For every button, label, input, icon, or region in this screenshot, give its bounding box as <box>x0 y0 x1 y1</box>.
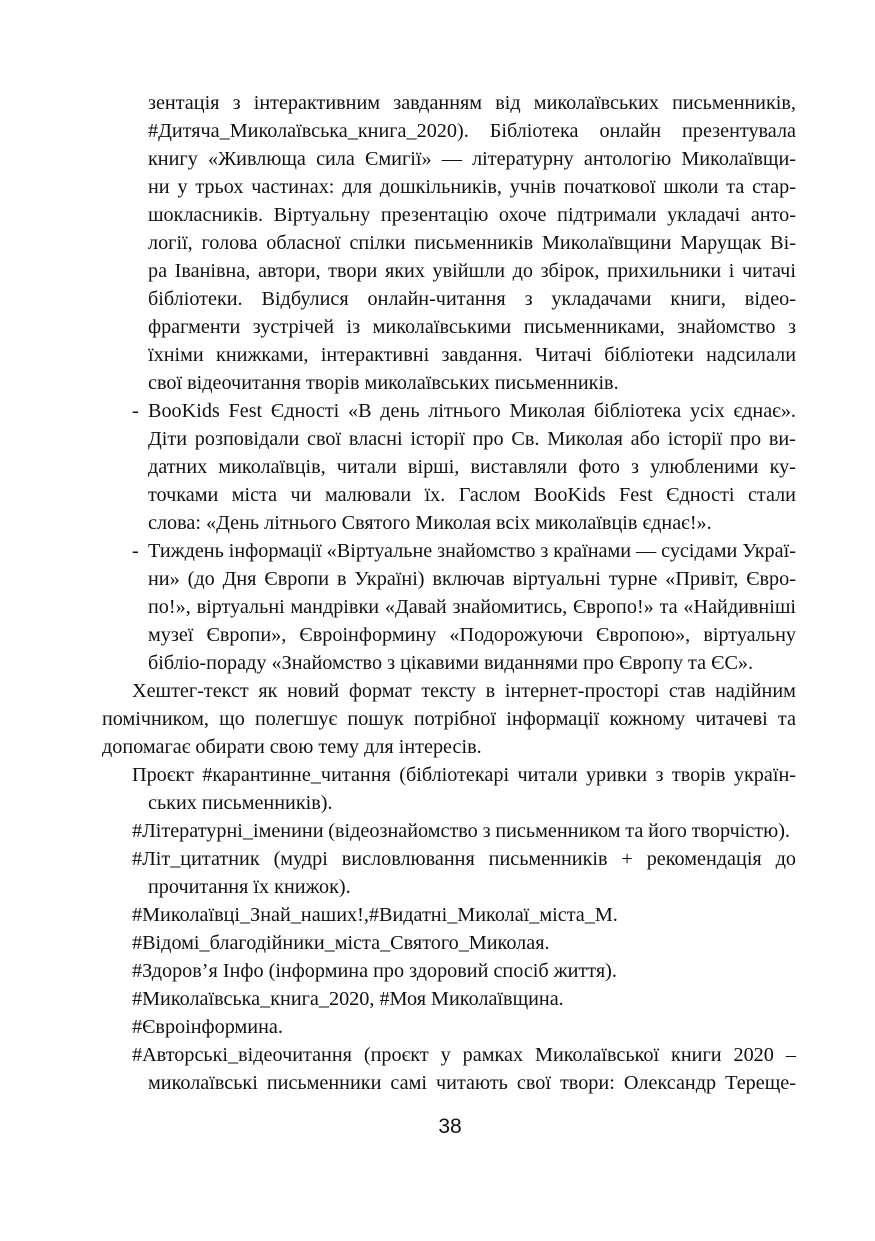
text-line <box>148 621 796 649</box>
word: Св. <box>511 428 540 450</box>
word: з <box>482 820 491 842</box>
word: Миколаївщи- <box>681 148 796 170</box>
word: став <box>668 680 706 702</box>
word: чи <box>290 484 312 506</box>
word: миколаївських <box>533 92 659 114</box>
word: та <box>726 176 745 198</box>
word: надсилали <box>706 344 796 366</box>
word: Читачі <box>534 344 592 366</box>
word: фото <box>578 456 620 478</box>
word: Єдності <box>666 484 735 506</box>
word: з <box>540 540 549 562</box>
word: #Літературні_іменини <box>132 820 324 842</box>
word: інтерактивні <box>320 344 430 366</box>
word: ни» <box>148 568 180 590</box>
text-line: #Євроінформина. <box>132 1016 283 1038</box>
word: по!», <box>148 596 191 618</box>
word: знайомство <box>437 540 536 562</box>
word: трьох <box>195 176 244 198</box>
word: день <box>380 400 420 422</box>
word: увійшли <box>432 260 506 282</box>
word: підтримали <box>557 204 657 226</box>
word: точками <box>148 484 219 506</box>
word: їх. <box>424 484 446 506</box>
word: частинах: <box>251 176 335 198</box>
word: з <box>787 316 796 338</box>
word: письменників <box>488 848 608 870</box>
text-line <box>132 817 790 845</box>
text-line: #Миколаївці_Знай_наших!,#Видатні_Миколаї_міста_М. <box>132 904 618 926</box>
word: з <box>631 456 640 478</box>
word: для <box>342 176 372 198</box>
word: письменниками, <box>523 316 665 338</box>
word: включав <box>432 568 505 590</box>
word: свої <box>516 1072 551 1094</box>
text-line <box>148 565 796 593</box>
word: полегшує <box>254 708 338 730</box>
word: бібліотеки <box>604 344 694 366</box>
word: Європи», <box>206 624 287 646</box>
word: потрібної <box>413 708 497 730</box>
word: з <box>232 92 241 114</box>
word: що <box>219 708 245 730</box>
word: формат <box>348 680 412 702</box>
word: завданням <box>393 92 483 114</box>
word: виставляли <box>470 456 568 478</box>
word: стали <box>747 484 796 506</box>
word: віртуальні <box>196 596 285 618</box>
word: #Авторські_відеочитання <box>132 1044 352 1066</box>
word: Марущак <box>680 232 762 254</box>
word: Хештег-текст <box>132 680 249 702</box>
word: Євро- <box>746 568 796 590</box>
word: голова <box>201 232 258 254</box>
word: онлайн-читання <box>367 288 506 310</box>
word: ни <box>148 176 170 198</box>
word: музеї <box>148 624 194 646</box>
word: кожному <box>609 708 686 730</box>
word: з <box>524 288 533 310</box>
word: «Подорожуючи <box>449 624 583 646</box>
word: бібліотека <box>593 400 682 422</box>
word: дошкільників, <box>379 176 502 198</box>
word: Європою», <box>596 624 691 646</box>
word: Миколая <box>547 428 623 450</box>
text-line <box>148 313 796 341</box>
word: — <box>441 148 462 170</box>
text-line <box>102 705 796 733</box>
text-line: #Здоров’я Інфо (інформина про здоровий спосіб життя). <box>132 960 617 982</box>
word: мандрівки <box>290 596 380 618</box>
text-line <box>148 257 796 285</box>
word: презентувала <box>682 120 796 142</box>
word: Діти <box>148 428 188 450</box>
word: (до <box>187 568 215 590</box>
word: «Віртуальне <box>326 540 433 562</box>
word: миколаївськими <box>372 316 512 338</box>
word: Ві- <box>770 232 796 254</box>
word: читачеві <box>695 708 768 730</box>
text-line <box>148 425 796 453</box>
word: письменником <box>495 820 621 842</box>
word: і <box>728 260 735 282</box>
word: «Давай <box>384 596 447 618</box>
text-line <box>132 1041 796 1069</box>
text-line: допомагає обирати свою тему для інтересів. <box>102 736 482 758</box>
word: рамках <box>462 1044 524 1066</box>
word: учнів <box>509 176 556 198</box>
word: інтернет-просторі <box>504 680 660 702</box>
text-line: #Миколаївська_книга_2020, #Моя Миколаївщина. <box>132 988 564 1010</box>
word: датних <box>148 456 208 478</box>
word: ви- <box>768 428 796 450</box>
list-bullet-dash: - <box>132 400 139 422</box>
word: Євроінформину <box>299 624 437 646</box>
text-line <box>148 537 796 565</box>
text-line <box>148 593 796 621</box>
word: віртуальні <box>512 568 601 590</box>
word: книгу <box>148 148 198 170</box>
word: читають <box>436 1072 508 1094</box>
word: літературну <box>472 148 574 170</box>
word: #Дитяча_Миколаївська_книга_2020). <box>148 120 469 142</box>
word: прихильники <box>607 260 722 282</box>
word: читали <box>336 456 397 478</box>
text-line: ських письменників). <box>148 792 333 814</box>
text-line <box>148 201 796 229</box>
text-line: слова: «День літнього Святого Миколая всіх миколаївців єднає!». <box>148 512 712 534</box>
text-line <box>148 453 796 481</box>
word: їхніми <box>148 344 204 366</box>
text-line <box>148 285 796 313</box>
word: Європи <box>264 568 330 590</box>
word: читали <box>517 764 578 786</box>
word: BooKids <box>148 400 220 422</box>
word: Віртуальну <box>273 204 371 226</box>
word: зустрічей <box>252 316 335 338</box>
text-line <box>148 173 796 201</box>
word: із <box>346 316 361 338</box>
word: улюбленими <box>650 456 759 478</box>
word: Терещe- <box>725 1072 796 1094</box>
text-line: прочитання їх книжок). <box>148 876 351 898</box>
word: школи <box>663 176 719 198</box>
word: збірок, <box>540 260 600 282</box>
word: Fest <box>619 484 653 506</box>
text-line <box>148 145 796 173</box>
word: свої <box>307 428 342 450</box>
word: Проєкт <box>132 764 194 786</box>
word: початкової <box>563 176 656 198</box>
word: самі <box>390 1072 427 1094</box>
word: ра <box>148 260 168 282</box>
word: його <box>648 820 687 842</box>
word: Єдності <box>270 400 340 422</box>
word: онлайн <box>599 120 662 142</box>
word: та <box>659 596 678 618</box>
word: відео- <box>744 288 796 310</box>
word: книжками, <box>216 344 309 366</box>
word: власні <box>348 428 403 450</box>
word: (бібліотекарі <box>399 764 510 786</box>
word: або <box>630 428 660 450</box>
word: історії <box>410 428 465 450</box>
word: знайомитись, <box>452 596 568 618</box>
text-line <box>148 341 796 369</box>
word: зентація <box>148 92 220 114</box>
text-line <box>148 481 796 509</box>
word: «Привіт, <box>665 568 739 590</box>
word: інтерактивним <box>253 92 381 114</box>
word: Дня <box>222 568 257 590</box>
word: надійним <box>715 680 796 702</box>
word: бібліотеки. <box>148 288 243 310</box>
word: інформації <box>228 540 322 562</box>
word: стар- <box>752 176 796 198</box>
word: як <box>258 680 278 702</box>
word: укладачами <box>551 288 652 310</box>
word: миколаївські <box>148 1072 258 1094</box>
word: яких <box>384 260 425 282</box>
word: (відеознайомство <box>328 820 478 842</box>
word: #карантинне_читання <box>202 764 391 786</box>
word: Миколаївщини <box>541 232 672 254</box>
word: Ємигії» <box>365 148 432 170</box>
word: спілки <box>349 232 406 254</box>
word: вірші, <box>407 456 460 478</box>
word: анто- <box>750 204 796 226</box>
word: інформації <box>506 708 600 730</box>
word: в <box>336 568 347 590</box>
word: малювали <box>324 484 412 506</box>
word: у <box>440 1044 451 1066</box>
text-line <box>132 761 796 789</box>
word: сила <box>316 148 355 170</box>
word: творів <box>671 764 726 786</box>
word: читачі <box>741 260 796 282</box>
word: «Живлюща <box>207 148 306 170</box>
word: сусідами <box>661 540 738 562</box>
word: охоче <box>498 204 547 226</box>
word: Бібліотека <box>489 120 579 142</box>
word: письменники <box>266 1072 382 1094</box>
word: миколаївців, <box>218 456 326 478</box>
word: обласної <box>266 232 341 254</box>
text-line <box>132 677 796 705</box>
word: книги, <box>670 288 726 310</box>
word: книги <box>671 1044 722 1066</box>
word: висловлювання <box>341 848 475 870</box>
word: та <box>777 708 796 730</box>
word: фрагменти <box>148 316 241 338</box>
word: «В <box>348 400 372 422</box>
word: Іванівна, <box>174 260 251 282</box>
word: літнього <box>428 400 501 422</box>
text-line: свої відеочитання творів миколаївських письменників. <box>148 372 619 394</box>
text-line <box>148 117 796 145</box>
word: та <box>625 820 644 842</box>
word: письменників, <box>672 92 796 114</box>
word: 2020 <box>733 1044 774 1066</box>
word: укладачі <box>667 204 741 226</box>
word: презентацію <box>380 204 489 226</box>
word: від <box>495 92 521 114</box>
word: новий <box>287 680 340 702</box>
word: про <box>730 428 762 450</box>
word: письменників <box>414 232 534 254</box>
word: рекомендація <box>646 848 762 870</box>
word: Олександр <box>623 1072 717 1094</box>
word: логії, <box>148 232 193 254</box>
text-line: бібліо-пораду «Знайомство з цікавими виданнями про Європу та ЄС». <box>148 652 754 674</box>
word: історії <box>667 428 723 450</box>
text-line <box>148 1069 796 1097</box>
word: (проєкт <box>363 1044 429 1066</box>
word: ку- <box>769 456 796 478</box>
word: #Літ_цитатник <box>132 848 260 870</box>
word: антологію <box>583 148 672 170</box>
text-line <box>148 397 796 425</box>
text-line: #Відомі_благодійники_міста_Святого_Миколая. <box>132 932 550 954</box>
word: країнами <box>553 540 632 562</box>
word: автори, <box>257 260 321 282</box>
word: Європо!» <box>573 596 654 618</box>
word: уривки <box>585 764 648 786</box>
word: пошук <box>347 708 404 730</box>
word: помічником, <box>102 708 209 730</box>
word: міста <box>231 484 278 506</box>
word: Миколаївської <box>535 1044 660 1066</box>
word: україн- <box>733 764 796 786</box>
word: твори: <box>559 1072 615 1094</box>
word: + <box>621 848 633 870</box>
word: Відбулися <box>261 288 349 310</box>
word: у <box>177 176 188 198</box>
word: Украї- <box>742 540 796 562</box>
word: віртуальну <box>703 624 796 646</box>
page-number: 38 <box>438 1115 462 1138</box>
word: усіх <box>689 400 725 422</box>
list-bullet-dash: - <box>132 540 139 562</box>
word: — <box>636 540 657 562</box>
word: – <box>785 1044 796 1066</box>
word: Україні) <box>354 568 425 590</box>
text-line <box>148 89 796 117</box>
word: до <box>775 848 796 870</box>
text-line <box>132 845 796 873</box>
word: Тиждень <box>148 540 224 562</box>
text-line <box>148 229 796 257</box>
word: турне <box>608 568 658 590</box>
word: в <box>485 680 496 702</box>
word: про <box>472 428 504 450</box>
word: з <box>655 764 664 786</box>
word: Гаслом <box>458 484 521 506</box>
word: шокласників. <box>148 204 264 226</box>
word: до <box>512 260 533 282</box>
word: Миколая <box>509 400 586 422</box>
word: твори <box>328 260 378 282</box>
word: Fest <box>228 400 263 422</box>
word: розповідали <box>194 428 300 450</box>
word: BooKids <box>533 484 606 506</box>
word: тексту <box>421 680 477 702</box>
word: завдання. <box>441 344 523 366</box>
word: творчістю). <box>691 820 790 842</box>
word: «Найдивніші <box>683 596 796 618</box>
word: єднає». <box>733 400 796 422</box>
word: знайомство <box>677 316 776 338</box>
word: (мудрі <box>273 848 328 870</box>
